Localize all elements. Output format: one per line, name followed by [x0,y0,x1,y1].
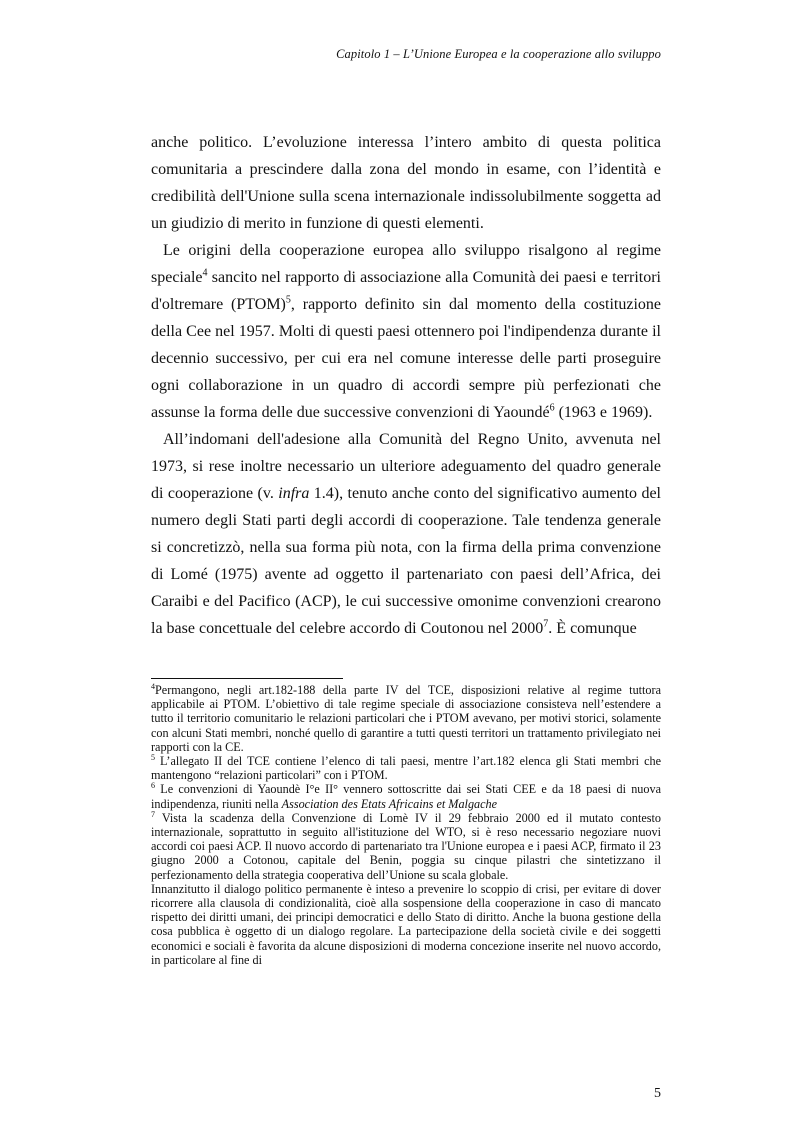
footnote-5-text: L’allegato II del TCE contiene l’elenco di tali paesi, mentre l’art.182 elenca gli Stati membri che mantengono “relazioni particolari” con i PTOM. [151,754,661,783]
paragraph-2-text-d: (1963 e 1969). [554,404,653,421]
footnote-7-continuation: Innanzitutto il dialogo politico permanente è inteso a prevenire lo scoppio di crisi, per evitare di dover ricorrere alla clausola di condizionalità, cioè alla sospensione della cooperazione in caso di mancato rispetto dei diritti umani, dei principi democratici e dello Stato di diritto. Anche la buona gestione della cosa pubblica è oggetto di un dialogo regolare. La partecipazione della società civile e dei soggetti economici e sociali è favorita da alcune disposizioni di moderna concezione inserite nel nuovo accordo, in particolare al fine di [151,881,661,967]
footnote-6-number: 6 [151,781,155,791]
page-number: 5 [654,1086,661,1101]
footnote-5 [151,754,661,782]
paragraph-3 [151,426,661,642]
footnote-6-italic: Association des Etats Africains et Malgache [281,796,498,811]
paragraph-3-text-c: . È comunque [548,620,637,637]
paragraph-2 [151,237,661,426]
footnote-6 [151,782,661,810]
footnote-7-text: Vista la scadenza della Convenzione di Lomè IV il 29 febbraio 2000 ed il mutato contesto internazionale, soprattutto in seguito all'istituzione del WTO, si è reso necessario negoziare nuovi accordi coi paesi ACP. Il nuovo accordo di partenariato tra l'Unione europea e i paesi ACP, firmato il 23 giugno 2000 a Cotonou, capitale del Benin, poggia su cinque pilastri che sintetizzano il perfezionamento della strategia cooperativa dell’Unione su scala globale. [151,810,661,882]
paragraph-3-text-b: 1.4), tenuto anche conto del significativo aumento del numero degli Stati parti degli accordi di cooperazione. Tale tendenza generale si concretizzò, nella sua forma più nota, con la firma della prima convenzione di Lomé (1975) avente ad oggetto il partenariato con paesi dell’Africa, dei Caraibi e del Pacifico (ACP), le cui successive omonime convenzioni crearono la base concettuale del celebre accordo di Coutonou nel 2000 [151,485,662,637]
running-header: Capitolo 1 – L’Unione Europea e la cooperazione allo sviluppo [336,47,661,61]
paragraph-2-text-b: sancito nel rapporto di associazione alla Comunità dei paesi e territori d'oltremare (PTOM) [151,269,661,313]
paragraph-1: anche politico. L’evoluzione interessa l’intero ambito di questa politica comunitaria a prescindere dalla zona del mondo in esame, con l’identità e credibilità dell'Unione sulla scena internazionale indissolubilmente soggetta ad un giudizio di merito in funzione di questi elementi. [151,134,661,232]
paragraph-2-text-a: Le origini della cooperazione europea allo sviluppo risalgono al regime speciale [151,242,661,286]
footnote-divider [151,678,343,679]
footnote-ref-6[interactable]: 6 [549,402,555,414]
footnote-ref-7[interactable]: 7 [543,618,549,630]
footnote-4-text: Permangono, negli art.182-188 della parte IV del TCE, disposizioni relative al regime tuttora applicabile ai PTOM. L’obiettivo di tale regime speciale di associazione consisteva nell’estendere a tutto il territorio comunitario le relazioni particolari che i PTOM avevano, per motivi storici, solamente con alcuni Stati membri, nonché quello di garantire a tutti questi territori un trattamento privilegiato nei rapporti con la CE. [151,683,661,754]
footnote-7-number: 7 [151,809,155,819]
footnotes [151,683,661,967]
paragraph-3-infra: infra [278,485,310,502]
body-text [151,129,661,642]
footnote-7 [151,811,661,882]
footnote-5-number: 5 [151,752,155,762]
paragraph-2-text-c: , rapporto definito sin dal momento della costituzione della Cee nel 1957. Molti di questi paesi ottennero poi l'indipendenza durante il decennio successivo, per cui era nel comune interesse delle parti proseguire ogni collaborazione in un quadro di accordi sempre più perfezionati che assunse la forma delle due successive convenzioni di Yaoundé [151,296,662,421]
footnote-6-text: Le convenzioni di Yaoundè I°e II° vennero sottoscritte dai sei Stati CEE e da 18 paesi di nuova indipendenza, riuniti nella [151,782,661,811]
paragraph-3-text-a: All’indomani dell'adesione alla Comunità del Regno Unito, avvenuta nel 1973, si rese inoltre necessario un ulteriore adeguamento del quadro generale di cooperazione (v. [151,431,661,502]
footnote-4 [151,683,661,754]
footnote-ref-4[interactable]: 4 [202,267,208,279]
footnote-4-number: 4 [151,681,155,691]
footnote-ref-5[interactable]: 5 [285,294,291,306]
